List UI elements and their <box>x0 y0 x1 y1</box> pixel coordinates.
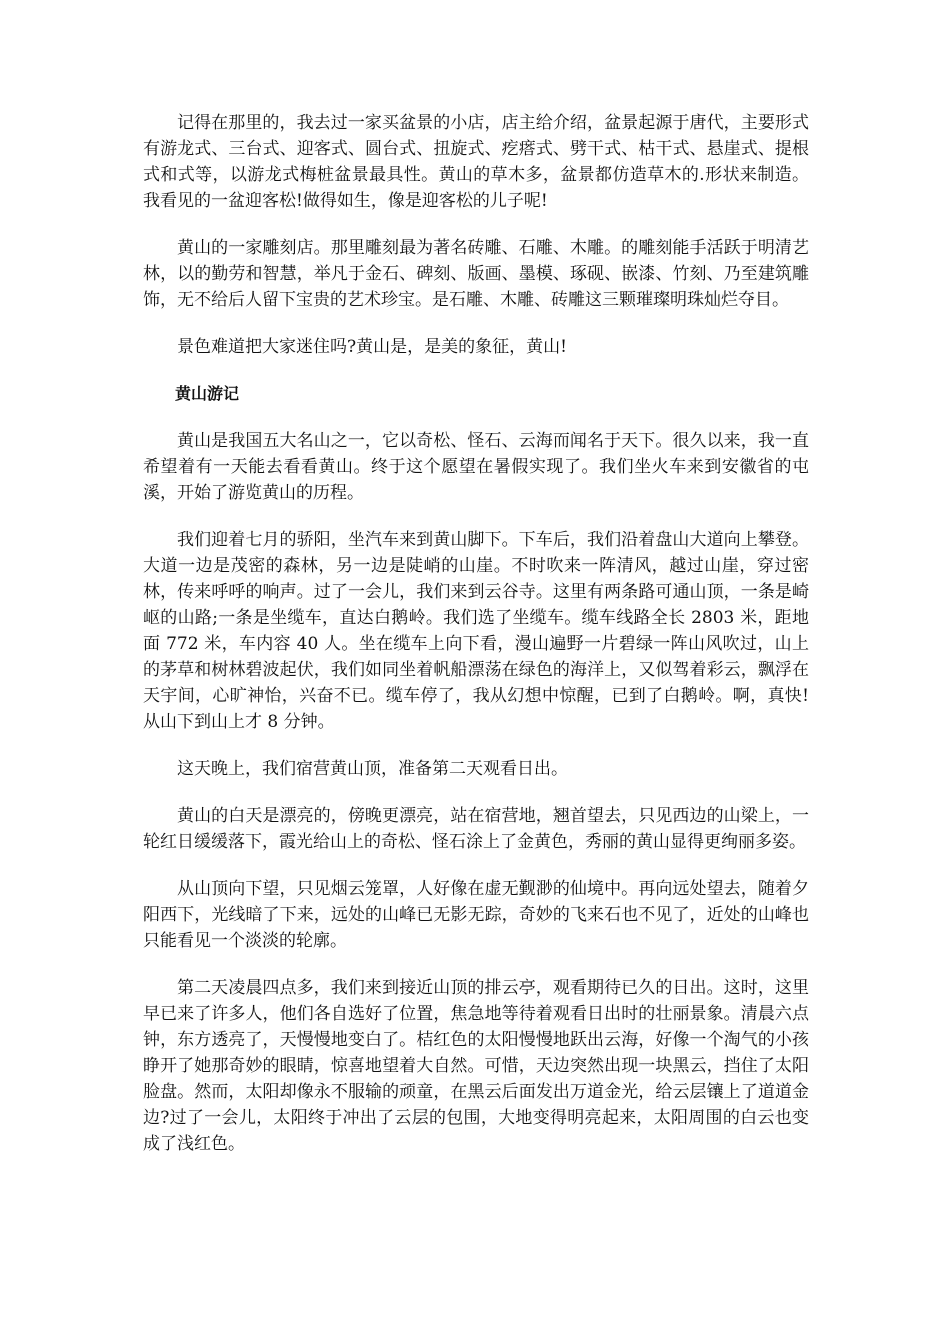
section-heading: 黄山游记 <box>175 384 240 403</box>
paragraph-night-camp: 这天晚上，我们宿营黄山顶，准备第二天观看日出。 <box>177 759 568 779</box>
paragraph-intro: 黄山是我国五大名山之一，它以奇松、怪石、云海而闻名于天下。很久以来，我一直希望着有一天能去看看黄山。终于这个愿望在暑假实现了。我们坐火车来到安徽省的屯溪，开始了游览黄山的历程。 <box>143 431 809 503</box>
paragraph-sunrise: 第二天凌晨四点多，我们来到接近山顶的排云亭，观看期待已久的日出。这时，这里早已来了许多人，他们各自选好了位置，焦急地等待着观看日出时的壮丽景象。清晨六点钟，东方透亮了，天慢慢地变白了。桔红色的太阳慢慢地跃出云海，好像一个淘气的小孩睁开了她那奇妙的眼睛，惊喜地望着大自然。可惜，天边突然出现一块黑云，挡住了太阳脸盘。然而，太阳却像永不服输的顽童，在黑云后面发出万道金光，给云层镶上了道道金边?过了一会儿，太阳终于冲出了云层的包围，大地变得明亮起来，太阳周围的白云也变成了浅红色。 <box>143 978 809 1154</box>
document-body <box>143 110 809 1178</box>
paragraph-cable-car: 我们迎着七月的骄阳，坐汽车来到黄山脚下。下车后，我们沿着盘山大道向上攀登。大道一边是茂密的森林，另一边是陡峭的山崖。不时吹来一阵清风，越过山崖，穿过密林，传来呼呼的响声。过了一会儿，我们来到云谷寺。这里有两条路可通山顶，一条是崎岖的山路;一条是坐缆车，直达白鹅岭。我们选了坐缆车。缆车线路全长 2803 米，距地面 772 米，车内容 40 人。坐在缆车上向下看，漫山遍野一片碧绿一阵山风吹过，山上的茅草和树林碧波起伏，我们如同坐着帆船漂荡在绿色的海洋上，又似驾着彩云，飘浮在天宇间，心旷神怡，兴奋不已。缆车停了，我从幻想中惊醒，已到了白鹅岭。啊，真快!从山下到山上才 8 分钟。 <box>143 530 809 732</box>
paragraph-bonsai-shop: 记得在那里的，我去过一家买盆景的小店，店主给介绍，盆景起源于唐代，主要形式有游龙式、三台式、迎客式、圆台式、扭旋式、疙瘩式、劈干式、枯干式、悬崖式、提根式和式等，以游龙式梅桩盆景最具性。黄山的草木多，盆景都仿造草木的.形状来制造。我看见的一盆迎客松!做得如生，像是迎客松的儿子呢! <box>143 113 809 211</box>
paragraph-sunset: 黄山的白天是漂亮的，傍晚更漂亮，站在宿营地，翘首望去，只见西边的山梁上，一轮红日缓缓落下，霞光给山上的奇松、怪石涂上了金黄色，秀丽的黄山显得更绚丽多姿。 <box>143 806 809 852</box>
paragraph-carving-shop: 黄山的一家雕刻店。那里雕刻最为著名砖雕、石雕、木雕。的雕刻能手活跃于明清艺林，以的勤劳和智慧，举凡于金石、碑刻、版画、墨模、琢砚、嵌漆、竹刻、乃至建筑雕饰，无不给后人留下宝贵的艺术珍宝。是石雕、木雕、砖雕这三颗璀璨明珠灿烂夺目。 <box>143 238 809 310</box>
paragraph-view-down: 从山顶向下望，只见烟云笼罩，人好像在虚无觐渺的仙境中。再向远处望去，随着夕阳西下，光线暗了下来，远处的山峰已无影无踪，奇妙的飞来石也不见了，近处的山峰也只能看见一个淡淡的轮廓。 <box>143 879 809 951</box>
paragraph-scenery-closing: 景色难道把大家迷住吗?黄山是，是美的象征，黄山! <box>177 337 567 357</box>
